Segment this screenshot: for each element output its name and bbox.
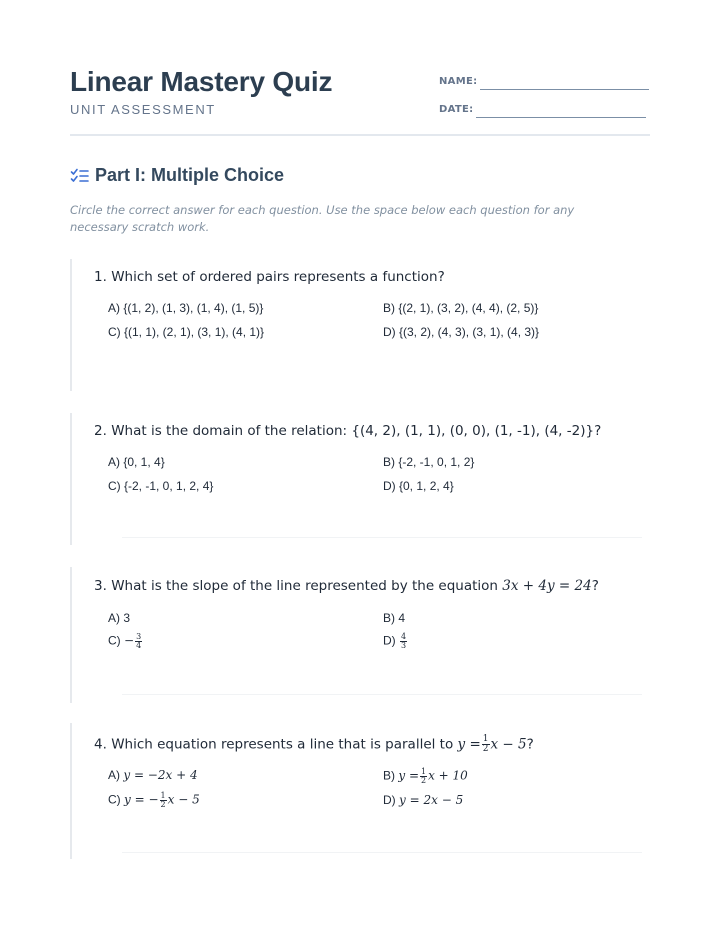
question-text: 4. Which equation represents a line that is parallel to y = $\frac{1}{2}$ x − 5? <box>94 734 534 754</box>
scratch-line <box>122 537 642 538</box>
fraction: $\frac{1}{2}$ <box>421 767 427 785</box>
fraction: $\frac{1}{2}$ <box>160 791 166 809</box>
option-a[interactable]: A) y = −2x + 4 <box>108 768 198 782</box>
option-d[interactable]: D) $\frac{4}{3}$ <box>383 632 407 650</box>
scratch-line <box>122 694 642 695</box>
question-4 <box>70 723 647 859</box>
option-b[interactable]: B) y = $\frac{1}{2}$ x + 10 <box>383 767 468 785</box>
name-label: NAME: <box>439 76 478 87</box>
scratch-line <box>122 852 642 853</box>
option-a[interactable]: A) {0, 1, 4} <box>108 455 165 469</box>
option-d[interactable]: D) {(3, 2), (4, 3), (3, 1), (4, 3)} <box>383 325 540 339</box>
option-b[interactable]: B) {(2, 1), (3, 2), (4, 4), (2, 5)} <box>383 301 539 315</box>
page-subtitle: UNIT ASSESSMENT <box>70 102 216 117</box>
question-1 <box>70 259 647 391</box>
option-a[interactable]: A) 3 <box>108 611 131 625</box>
question-3 <box>70 567 647 703</box>
option-d[interactable]: D) {0, 1, 2, 4} <box>383 479 454 493</box>
instructions: Circle the correct answer for each question. Use the space below each question for any necessary scratch work. <box>70 203 575 234</box>
section-title: Part I: Multiple Choice <box>95 165 285 185</box>
date-field[interactable] <box>476 117 646 118</box>
option-a[interactable]: A) {(1, 2), (1, 3), (1, 4), (1, 5)} <box>108 301 264 315</box>
page-title: Linear Mastery Quiz <box>70 66 333 97</box>
question-2 <box>70 413 647 545</box>
date-label: DATE: <box>439 104 474 115</box>
fraction: $\frac{3}{4}$ <box>136 632 142 650</box>
question-text: 2. What is the domain of the relation: {(4, 2), (1, 1), (0, 0), (1, -1), (4, -2)}? <box>94 423 602 439</box>
fraction: $\frac{1}{2}$ <box>482 734 489 754</box>
option-c[interactable]: C) {-2, -1, 0, 1, 2, 4} <box>108 479 214 493</box>
option-c[interactable]: C) y = − $\frac{1}{2}$ x − 5 <box>108 791 200 809</box>
equation: 3x + 4y = 24 <box>502 578 592 594</box>
header-divider <box>70 134 650 136</box>
option-d[interactable]: D) y = 2x − 5 <box>383 793 464 807</box>
question-text: 1. Which set of ordered pairs represents a function? <box>94 269 445 285</box>
name-field[interactable] <box>480 89 649 90</box>
option-c[interactable]: C) − $\frac{3}{4}$ <box>108 632 142 650</box>
fraction: $\frac{4}{3}$ <box>401 632 407 650</box>
option-b[interactable]: B) {-2, -1, 0, 1, 2} <box>383 455 475 469</box>
option-c[interactable]: C) {(1, 1), (2, 1), (3, 1), (4, 1)} <box>108 325 265 339</box>
option-b[interactable]: B) 4 <box>383 611 406 625</box>
checklist-icon <box>70 167 90 185</box>
question-text: 3. What is the slope of the line represented by the equation 3x + 4y = 24? <box>94 578 599 594</box>
